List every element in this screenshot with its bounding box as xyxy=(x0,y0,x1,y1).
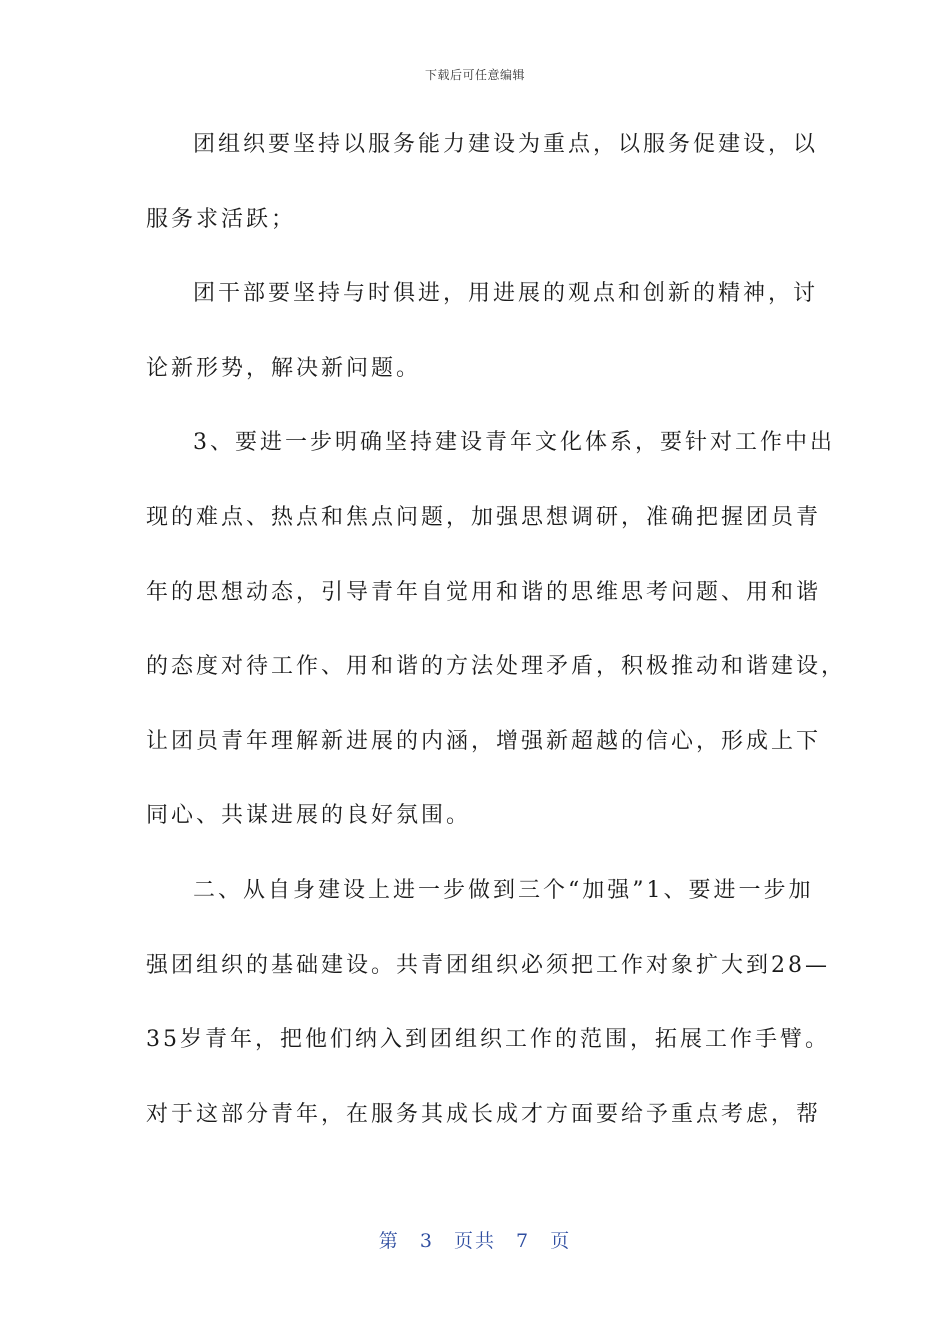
paragraph-3-line-3: 年的思想动态，引导青年自觉用和谐的思维思考问题、用和谐 xyxy=(146,579,822,605)
paragraph-3-line-2: 现的难点、热点和焦点问题，加强思想调研，准确把握团员青 xyxy=(146,504,822,530)
paragraph-4-line-2: 强团组织的基础建设。共青团组织必须把工作对象扩大到28— xyxy=(146,952,830,978)
paragraph-3-line-6: 同心、共谋进展的良好氛围。 xyxy=(146,803,472,829)
paragraph-4-line-1: 二、从自身建设上进一步做到三个“加强”1、要进一步加 xyxy=(193,877,814,903)
footer-prefix: 第 xyxy=(378,1230,400,1252)
footer-total-pages: 7 xyxy=(516,1230,531,1252)
paragraph-3-line-1: 3、要进一步明确坚持建设青年文化体系，要针对工作中出 xyxy=(193,430,835,456)
paragraph-2-line-1: 团干部要坚持与时俱进，用进展的观点和创新的精神，讨 xyxy=(193,281,819,307)
paragraph-3-line-4: 的态度对待工作、用和谐的方法处理矛盾，积极推动和谐建设， xyxy=(146,654,847,680)
page-number-footer xyxy=(0,1226,950,1253)
paragraph-3-line-5: 让团员青年理解新进展的内涵，增强新超越的信心，形成上下 xyxy=(146,728,822,754)
paragraph-2-line-2: 论新形势，解决新问题。 xyxy=(146,355,422,381)
paragraph-1-line-2: 服务求活跃； xyxy=(146,206,297,232)
footer-current-page: 3 xyxy=(419,1230,434,1252)
document-body xyxy=(146,120,847,1164)
paragraph-4-line-3: 35岁青年，把他们纳入到团组织工作的范围，拓展工作手臂。 xyxy=(146,1027,830,1053)
paragraph-1-line-1: 团组织要坚持以服务能力建设为重点，以服务促建设，以 xyxy=(193,132,819,157)
footer-suffix: 页 xyxy=(550,1230,572,1252)
paragraph-4-line-4: 对于这部分青年，在服务其成长成才方面要给予重点考虑，帮 xyxy=(146,1101,822,1127)
footer-middle: 页共 xyxy=(453,1230,496,1252)
page-header-note: 下载后可任意编辑 xyxy=(424,68,525,82)
